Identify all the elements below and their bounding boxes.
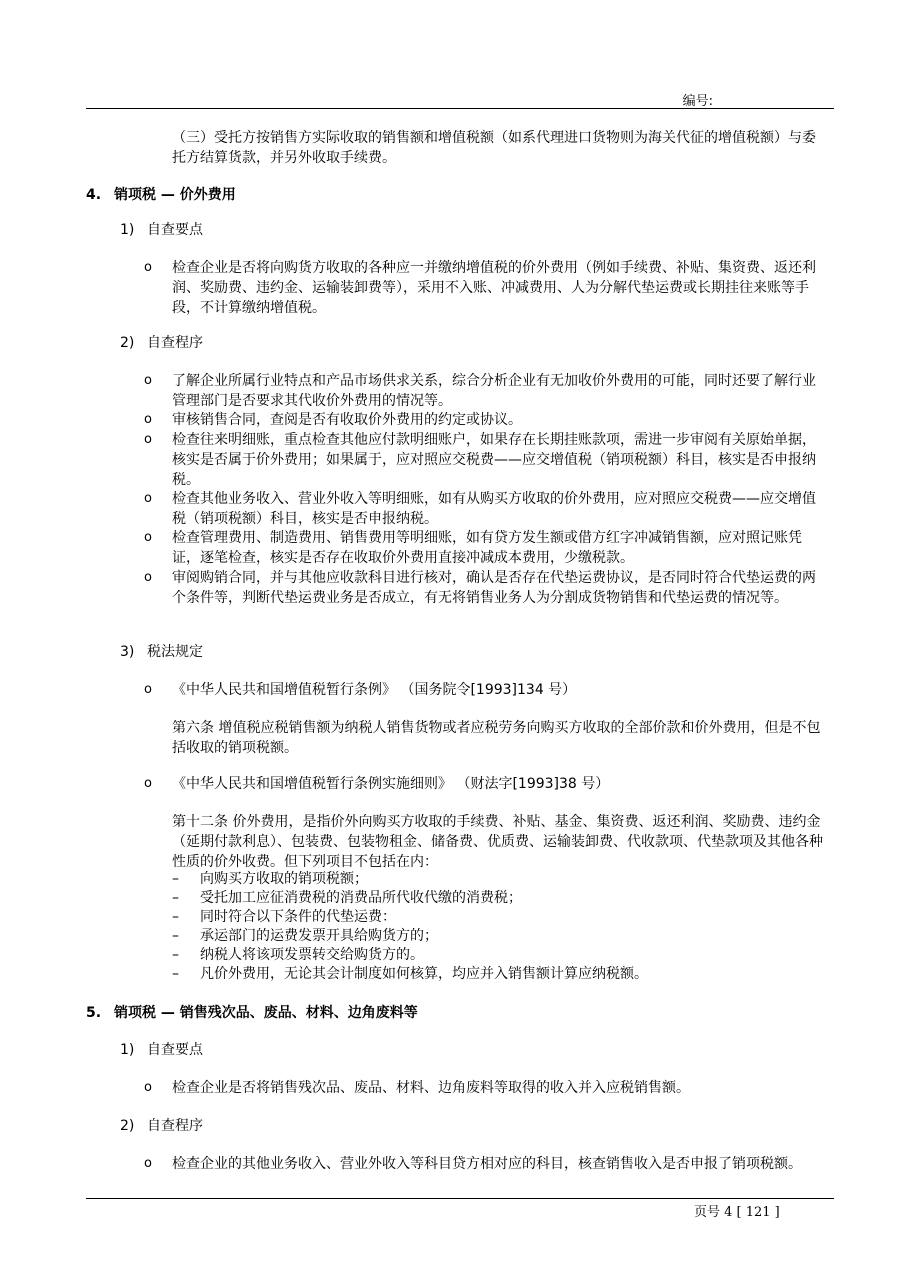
list-item-text: 检查其他业务收入、营业外收入等明细账，如有从购买方收取的价外费用，应对照应交税费——应交增值税（销项税额）科目，核实是否申报纳税。 xyxy=(172,491,816,527)
list-item xyxy=(144,568,824,608)
section-number: 4. xyxy=(86,187,102,203)
subsection-title: 自查程序 xyxy=(147,335,203,351)
subsection-number: 1) xyxy=(120,1042,135,1058)
list-item xyxy=(144,410,824,430)
subsection-number: 2) xyxy=(120,335,135,351)
bullet-marker: o xyxy=(144,1080,152,1095)
dash-marker: – xyxy=(172,928,179,944)
list-item xyxy=(144,1154,824,1174)
list-item-text: 审核销售合同，查阅是否有收取价外费用的约定或协议。 xyxy=(172,412,522,428)
list-item xyxy=(144,371,824,411)
subsection-title: 自查要点 xyxy=(147,1042,203,1058)
subsection-4-3-heading xyxy=(120,642,203,662)
subsection-title: 自查程序 xyxy=(147,1118,203,1134)
subsection-4-1-heading xyxy=(120,220,203,240)
exclusion-item xyxy=(172,907,822,927)
list-item-text: 检查企业是否将销售残次品、废品、材料、边角废料等取得的收入并入应税销售额。 xyxy=(172,1080,690,1096)
intro-paragraph: （三）受托方按销售方实际收取的销售额和增值税额（如系代理进口货物则为海关代征的增值税额）与委托方结算货款，并另外收取手续费。 xyxy=(172,130,816,166)
list-item xyxy=(144,528,824,568)
page-number-label: 页号 4 [ 121 ] xyxy=(694,1205,780,1220)
bullet-marker: o xyxy=(144,570,152,585)
dash-marker: – xyxy=(172,966,179,982)
bullet-marker: o xyxy=(144,776,152,791)
header-divider xyxy=(86,108,834,109)
list-item xyxy=(144,489,824,529)
exclusion-item xyxy=(172,926,822,946)
list-item xyxy=(144,430,824,490)
exclusion-text: 向购买方收取的销项税额； xyxy=(200,871,368,887)
section-number: 5. xyxy=(86,1005,102,1021)
bullet-marker: o xyxy=(144,412,152,427)
list-item xyxy=(144,258,824,318)
exclusion-text: 凡价外费用，无论其会计制度如何核算，均应并入销售额计算应纳税额。 xyxy=(200,966,648,982)
exclusion-text: 纳税人将该项发票转交给购货方的。 xyxy=(200,947,424,963)
law-article-text: 第六条 增值税应税销售额为纳税人销售货物或者应税劳务向购买方收取的全部价款和价外费用，但是不包括收取的销项税额。 xyxy=(172,720,821,756)
footer-divider xyxy=(86,1198,834,1199)
exclusion-item xyxy=(172,945,822,965)
list-item-text: 检查管理费用、制造费用、销售费用等明细账，如有贷方发生额或借方红字冲减销售额，应对照记账凭证，逐笔检查，核实是否存在收取价外费用直接冲减成本费用，少缴税款。 xyxy=(172,530,802,566)
section-title: 销项税 — 价外费用 xyxy=(114,187,236,203)
subsection-title: 税法规定 xyxy=(147,644,203,660)
exclusion-text: 承运部门的运费发票开具给购货方的； xyxy=(200,928,438,944)
law-reference xyxy=(144,680,824,700)
bullet-marker: o xyxy=(144,373,152,388)
exclusion-item xyxy=(172,888,822,908)
exclusion-text: 同时符合以下条件的代垫运费： xyxy=(200,909,396,925)
exclusion-item xyxy=(172,964,822,984)
law-article-text: 第十二条 价外费用，是指价外向购买方收取的手续费、补贴、基金、集资费、返还利润、奖励费、违约金（延期付款利息）、包装费、包装物租金、储备费、优质费、运输装卸费、代收款项、代垫款项及其他各种性质的价外收费。但下列项目不包括在内： xyxy=(172,814,823,870)
bullet-marker: o xyxy=(144,432,152,447)
list-item-text: 检查企业是否将向购货方收取的各种应一并缴纳增值税的价外费用（例如手续费、补贴、集资费、返还利润、奖励费、违约金、运输装卸费等），采用不入账、冲减费用、人为分解代垫运费或长期挂往来账等手段，不计算缴纳增值税。 xyxy=(172,260,816,316)
subsection-5-2-heading xyxy=(120,1116,203,1136)
list-item xyxy=(144,1078,824,1098)
subsection-4-2-heading xyxy=(120,333,203,353)
list-item-text: 了解企业所属行业特点和产品市场供求关系，综合分析企业有无加收价外费用的可能，同时还要了解行业管理部门是否要求其代收价外费用的情况等。 xyxy=(172,373,816,409)
law-reference xyxy=(144,774,824,794)
subsection-title: 自查要点 xyxy=(147,222,203,238)
dash-marker: – xyxy=(172,871,179,887)
dash-marker: – xyxy=(172,909,179,925)
dash-marker: – xyxy=(172,947,179,963)
list-item-text: 检查往来明细账，重点检查其他应付款明细账户，如果存在长期挂账款项，需进一步审阅有关原始单据，核实是否属于价外费用；如果属于，应对照应交税费——应交增值税（销项税额）科目，核实是否申报纳税。 xyxy=(172,432,816,488)
subsection-number: 3) xyxy=(120,644,135,660)
bullet-marker: o xyxy=(144,682,152,697)
section-4-heading xyxy=(86,185,236,205)
document-number-label: 编号: xyxy=(682,94,713,109)
list-item-text: 审阅购销合同，并与其他应收款科目进行核对，确认是否存在代垫运费协议，是否同时符合代垫运费的两个条件等，判断代垫运费业务是否成立，有无将销售业务人为分割成货物销售和代垫运费的情况等。 xyxy=(172,570,816,606)
subsection-number: 1) xyxy=(120,222,135,238)
law-title: 《中华人民共和国增值税暂行条例实施细则》 （财法字[1993]38 号） xyxy=(172,776,610,792)
bullet-marker: o xyxy=(144,530,152,545)
section-5-heading xyxy=(86,1003,418,1023)
exclusion-item xyxy=(172,869,822,889)
exclusion-text: 受托加工应征消费税的消费品所代收代缴的消费税； xyxy=(200,890,522,906)
list-item-text: 检查企业的其他业务收入、营业外收入等科目贷方相对应的科目，核查销售收入是否申报了销项税额。 xyxy=(172,1156,802,1172)
subsection-5-1-heading xyxy=(120,1040,203,1060)
bullet-marker: o xyxy=(144,260,152,275)
law-title: 《中华人民共和国增值税暂行条例》 （国务院令[1993]134 号） xyxy=(172,682,577,698)
bullet-marker: o xyxy=(144,1156,152,1171)
section-title: 销项税 — 销售残次品、废品、材料、边角废料等 xyxy=(114,1005,418,1021)
dash-marker: – xyxy=(172,890,179,906)
bullet-marker: o xyxy=(144,491,152,506)
subsection-number: 2) xyxy=(120,1118,135,1134)
